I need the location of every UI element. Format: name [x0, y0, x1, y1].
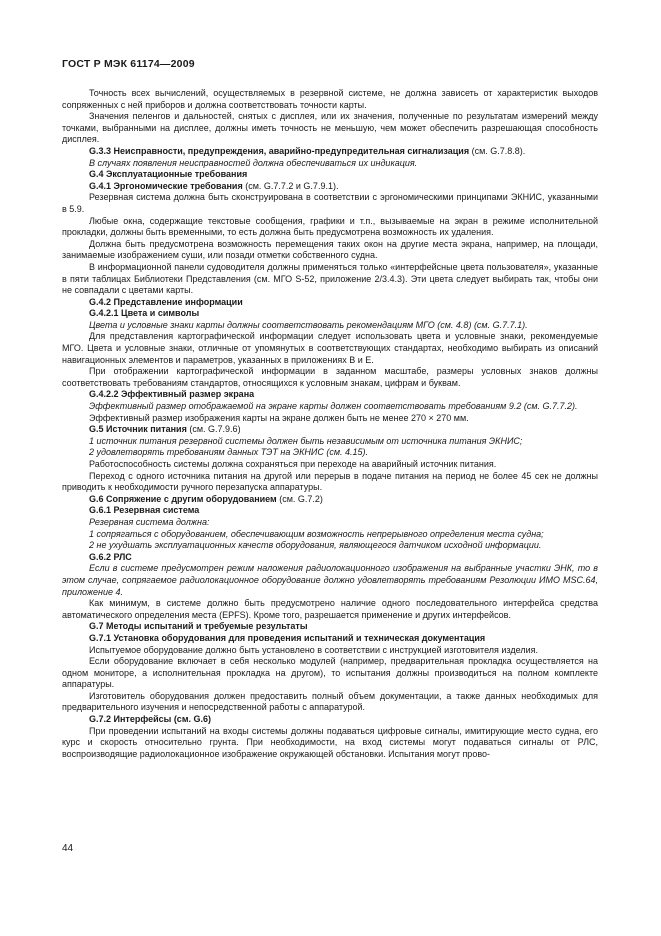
- paragraph: Изготовитель оборудования должен предоставить полный объем документации, а также данных необходимых для предварительного изучения и непосредственной работы с аппаратурой.: [62, 690, 598, 713]
- section-heading-reference: (см. G.7.2): [276, 493, 323, 504]
- section-heading-reference: (см. G.7.8.8).: [469, 145, 526, 156]
- italic-paragraph: 2 не ухудшать эксплуатационных качеств оборудования, являющегося датчиком исходной информации.: [89, 540, 542, 551]
- section-heading-text: G.5 Источник питания: [89, 424, 187, 435]
- italic-paragraph: Если в системе предусмотрен режим наложения радиолокационного изображения на выбранные участки ЭНК, то в этом случае, сопрягаемое радиолокационное оборудование должно удовлетворять требованиям Резолюции ИМО MSC.64, приложение 4.: [62, 563, 598, 597]
- section-heading: [62, 297, 598, 309]
- section-heading: [62, 146, 598, 158]
- italic-paragraph: Цвета и условные знаки карты должны соответствовать рекомендациям МГО (см. 4.8) (см. G.7.7.1).: [89, 319, 528, 330]
- section-heading-reference: (см. G.7.7.2 и G.7.9.1).: [242, 180, 339, 191]
- section-heading-text: G.4.2.1 Цвета и символы: [89, 308, 200, 319]
- paragraph: При отображении картографической информации в заданном масштабе, размеры условных знаков должны соответствовать требованиям стандартов, относящихся к условным знакам, цифрам и буквам.: [62, 366, 598, 388]
- paragraph: Точность всех вычислений, осуществляемых в резервной системе, не должна зависеть от характеристик выходов сопряженных с ней приборов и должна соответствовать точности карты.: [62, 88, 598, 110]
- section-heading: [62, 181, 598, 193]
- section-heading: [62, 424, 598, 436]
- paragraph: Должна быть предусмотрена возможность перемещения таких окон на другие места экрана, например, на площади, занимаемые изображением суши, или позади отметки собственного судна.: [62, 238, 598, 261]
- paragraph: Для представления картографической информации следует использовать цвета и условные знаки, рекомендуемые МГО. Цвета и условные знаки, отличные от упомянутых в соответствующих стандартах, необходимо выбирать из описаний навигационных элементов и параметров, указанных в приложениях В и Е.: [62, 331, 598, 365]
- section-heading-text: G.4.2.2 Эффективный размер экрана: [89, 389, 255, 400]
- section-heading: [62, 633, 598, 645]
- section-heading: [62, 714, 598, 726]
- section-heading-text: G.4.2 Представление информации: [89, 296, 243, 307]
- section-heading: [62, 494, 598, 506]
- section-heading-text: G.6.1 Резервная система: [89, 505, 200, 516]
- section-heading-text: G.4 Эксплуатационные требования: [89, 169, 248, 180]
- section-heading-text: G.4.1 Эргономические требования: [89, 180, 243, 191]
- page-number: 44: [62, 843, 74, 854]
- section-heading-text: G.7 Методы испытаний и требуемые результаты: [89, 621, 308, 632]
- italic-paragraph: Эффективный размер отображаемой на экране карты должен соответствовать требованиям 9.2 (см. G.7.7.2).: [89, 401, 578, 412]
- section-heading-text: G.6.2 РЛС: [89, 551, 132, 562]
- section-heading: [62, 552, 598, 564]
- section-heading: [62, 621, 598, 633]
- paragraph: Переход с одного источника питания на другой или перерыв в подаче питания на период не более 45 сек не должны приводить к необходимости ручного перезапуска аппаратуры.: [62, 470, 598, 493]
- italic-paragraph: 2 удовлетворять требованиям данных ТЭТ на ЭКНИС (см. 4.15).: [89, 447, 368, 458]
- page-content: [62, 88, 598, 760]
- italic-paragraph: Резервная система должна:: [89, 516, 210, 527]
- section-heading: [62, 308, 598, 320]
- section-heading-text: G.7.2 Интерфейсы (см. G.6): [89, 714, 211, 725]
- document-header: ГОСТ Р МЭК 61174—2009: [62, 58, 195, 70]
- paragraph: В информационной панели судоводителя должны применяться только «интерфейсные цвета пользователя», указанные в пяти таблицах Библиотеки Представления (см. МГО S-52, приложение 2/3.4.3). Эти цвета следует выбирать так, чтобы они не совпадали с цветами карты.: [62, 261, 598, 296]
- italic-paragraph: 1 сопрягаться с оборудованием, обеспечивающим возможность непрерывного определения места судна;: [89, 528, 544, 539]
- italic-paragraph: В случаях появления неисправностей должна обеспечиваться их индикация.: [89, 157, 418, 168]
- section-heading: [62, 505, 598, 517]
- section-heading: [62, 169, 598, 181]
- italic-paragraph: 1 источник питания резервной системы должен быть независимым от источника питания ЭКНИС;: [89, 435, 523, 446]
- paragraph: Любые окна, содержащие текстовые сообщения, графики и т.п., вызываемые на экран в режиме исполнительной прокладки, должны быть временными, то есть должна быть предусмотрена возможность их удаления.: [62, 215, 598, 238]
- section-heading-text: G.6 Сопряжение с другим оборудованием: [89, 493, 277, 504]
- paragraph: Значения пеленгов и дальностей, снятых с дисплея, или их значения, полученные по результатам измерений между точками, выбранными на дисплее, должны иметь точность не меньшую, чем может обеспечить разрешающая способность дисплея.: [62, 111, 598, 145]
- section-heading-reference: (см. G.7.9.6): [186, 424, 241, 435]
- paragraph: Как минимум, в системе должно быть предусмотрено наличие одного последовательного интерфейса средства автоматического определения места (EPFS). Кроме того, разрешается применение и других интерфейсов.: [62, 598, 598, 620]
- section-heading-text: G.7.1 Установка оборудования для проведения испытаний и техническая документация: [89, 632, 486, 643]
- paragraph: Испытуемое оборудование должно быть установлено в соответствии с инструкцией изготовителя изделия.: [89, 644, 538, 655]
- paragraph: При проведении испытаний на входы системы должны подаваться цифровые сигналы, имитирующие место судна, его курс и скорость относительно грунта. При необходимости, на вход системы могут подаваться сигналы от РЛС, воспроизводящие радиолокационное изображение окружающей обстановки. Испытания могут прово-: [62, 725, 598, 759]
- paragraph: Работоспособность системы должна сохраняться при переходе на аварийный источник питания.: [89, 459, 497, 469]
- section-heading: [62, 389, 598, 401]
- paragraph: Резервная система должна быть сконструирована в соответствии с эргономическими принципами ЭКНИС, указанными в 5.9.: [62, 192, 598, 214]
- paragraph: Эффективный размер изображения карты на экране должен быть не менее 270 × 270 мм.: [89, 412, 469, 423]
- section-heading-text: G.3.3 Неисправности, предупреждения, аварийно-предупредительная сигнализация: [89, 145, 470, 156]
- paragraph: Если оборудование включает в себя несколько модулей (например, предварительная прокладка осуществляется на одном мониторе, а исполнительная прокладка на другом), то испытания должны производиться на полном комплекте аппаратуры.: [62, 656, 598, 690]
